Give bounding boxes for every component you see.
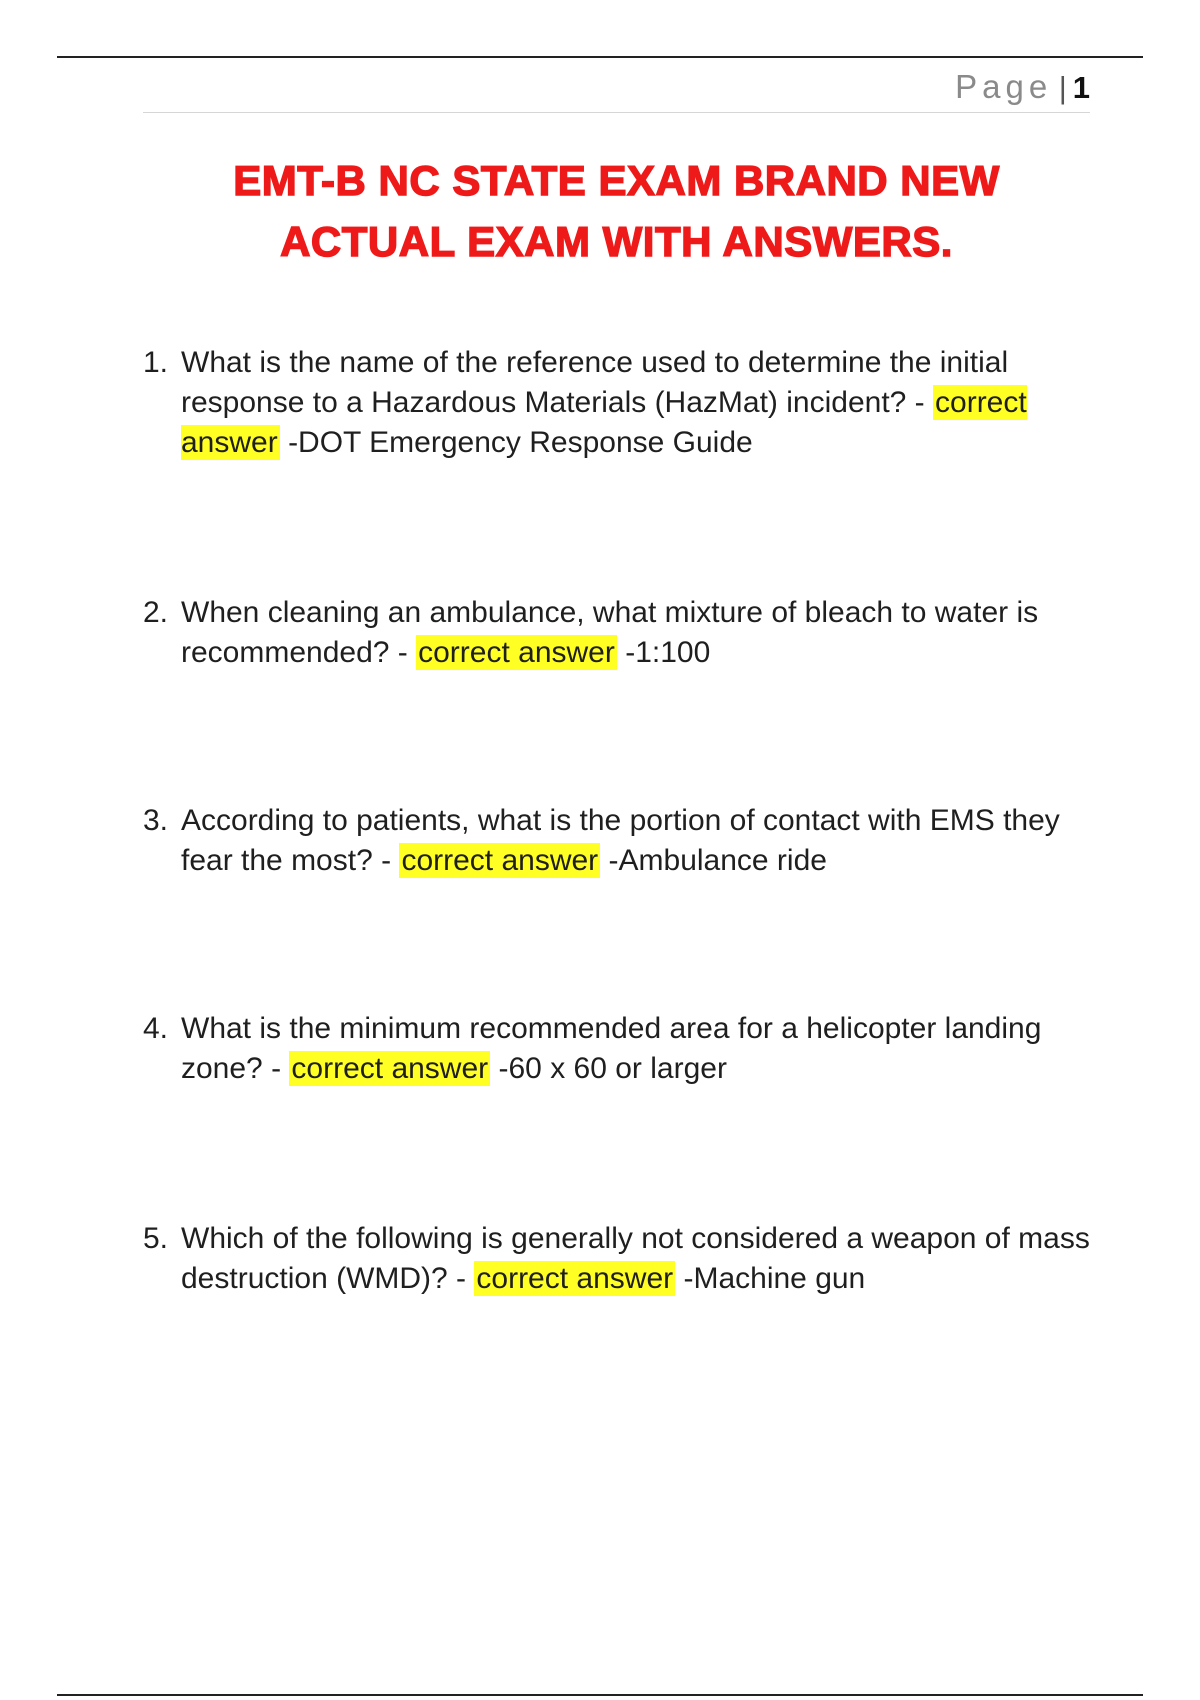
page-number: 1 [1072,70,1090,105]
top-border-rule [57,56,1143,58]
correct-answer-label: correct answer [418,636,615,669]
question-text: What is the name of the reference used to determine the initial response to a Hazardous Materials (HazMat) incident? - [181,346,1009,419]
question-number: 2. [143,596,169,629]
correct-answer-label: correct answer [181,386,1027,459]
question-item [143,343,1105,463]
question-item [143,1009,1105,1089]
question-body [181,1009,1105,1089]
question-body [181,801,1105,881]
question-number: 3. [143,804,169,837]
question-item [143,801,1105,881]
question-body [181,593,1105,673]
answer-text: -1:100 [625,636,711,669]
page-label: Page [955,68,1053,105]
question-item [143,1219,1105,1299]
question-number: 5. [143,1222,169,1255]
correct-answer-label: correct answer [291,1052,489,1085]
question-text: What is the minimum recommended area for a helicopter landing zone? - [181,1012,1042,1085]
answer-text: -Machine gun [683,1262,866,1295]
question-text: When cleaning an ambulance, what mixture of bleach to water is recommended? - [181,596,1039,669]
question-body [181,343,1105,463]
answer-text: -60 x 60 or larger [498,1052,727,1085]
answer-text: -Ambulance ride [608,844,827,877]
question-number: 4. [143,1012,169,1045]
question-text: Which of the following is generally not considered a weapon of mass destruction (WMD)? - [181,1222,1090,1295]
question-body [181,1219,1105,1299]
answer-text: -DOT Emergency Response Guide [288,426,753,459]
page-separator: | [1058,70,1067,105]
title-line-2: ACTUAL EXAM WITH ANSWERS. [280,218,953,265]
document-title [143,150,1090,272]
correct-answer-label: correct answer [476,1262,674,1295]
question-number: 1. [143,346,169,379]
title-line-1: EMT-B NC STATE EXAM BRAND NEW [233,157,1000,204]
bottom-border-rule [57,1694,1143,1696]
question-text: According to patients, what is the portion of contact with EMS they fear the most? - [181,804,1060,877]
question-item [143,593,1105,673]
correct-answer-label: correct answer [401,844,599,877]
page-header [143,68,1090,113]
